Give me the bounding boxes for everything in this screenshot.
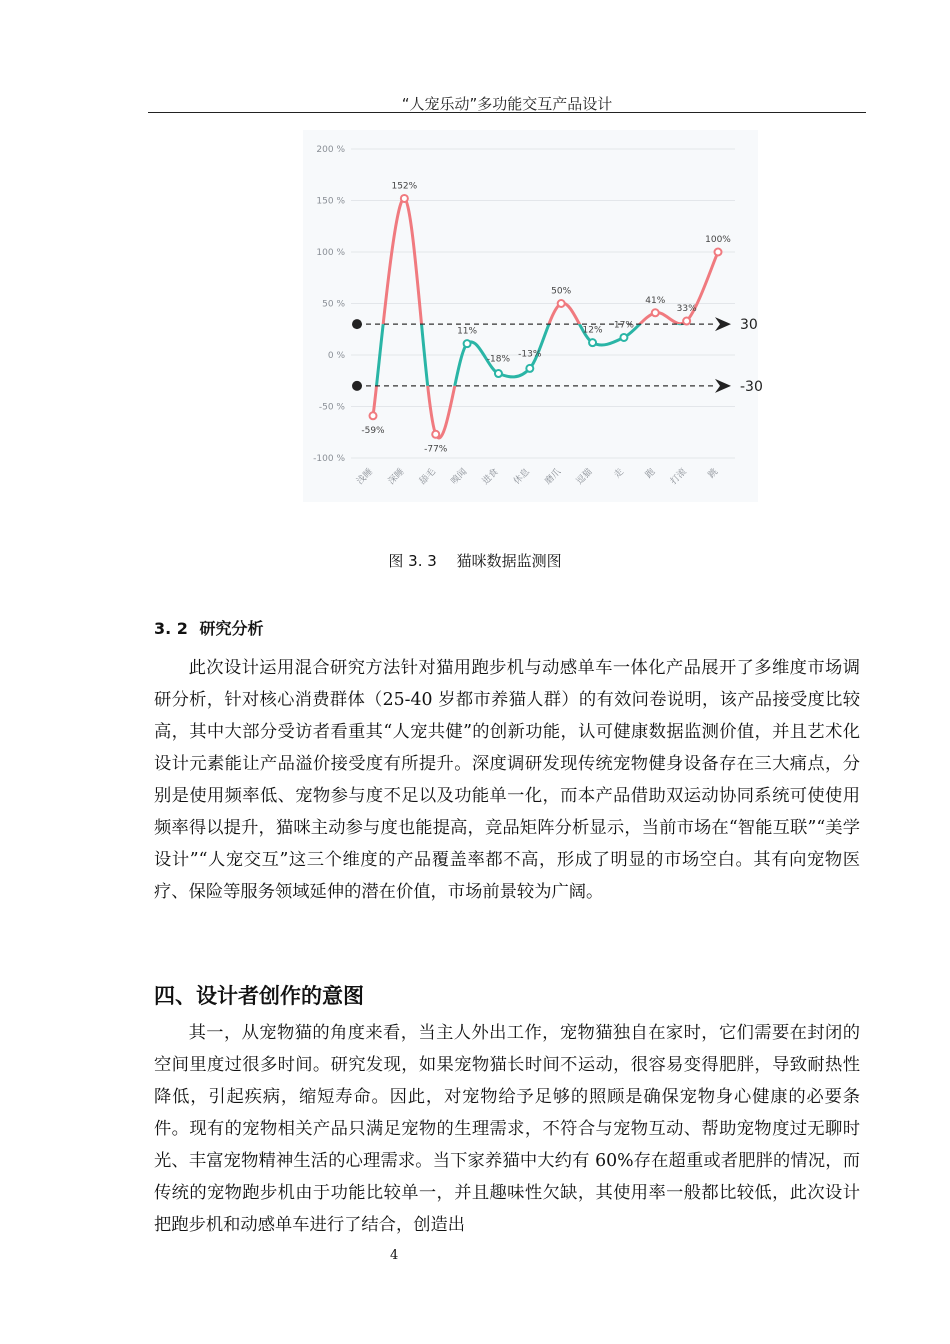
x-tick-label: 进食 <box>480 467 501 487</box>
cat-monitoring-chart <box>303 130 763 502</box>
data-label: -13% <box>518 349 542 360</box>
data-point <box>683 318 690 325</box>
x-tick-label: 深睡 <box>386 467 407 487</box>
section-title: 研究分析 <box>199 619 264 638</box>
data-label: 11% <box>457 326 478 337</box>
chapter-heading: 四、设计者创作的意图 <box>154 984 364 1008</box>
data-label: 17% <box>613 320 634 331</box>
y-tick-label: 0 % <box>327 351 345 361</box>
data-point <box>558 300 565 307</box>
y-tick-label: 100 % <box>316 248 345 258</box>
data-point <box>652 309 659 316</box>
data-point <box>401 195 408 202</box>
page-number: 4 <box>390 1248 399 1263</box>
section-heading <box>154 616 264 639</box>
data-label: -77% <box>424 444 448 455</box>
x-tick-label: 跳 <box>706 467 721 481</box>
data-label: 12% <box>582 325 603 336</box>
data-point <box>370 412 377 419</box>
x-tick-label: 跑 <box>643 467 658 481</box>
x-tick-label: 走 <box>612 467 627 481</box>
threshold-start-dot <box>352 381 362 391</box>
header-rule <box>148 112 866 113</box>
figure-caption: 图 3. 3 猫咪数据监测图 <box>388 552 562 570</box>
section-number: 3. 2 <box>154 619 188 638</box>
data-point <box>526 365 533 372</box>
y-tick-label: 150 % <box>316 196 345 207</box>
y-tick-label: 50 % <box>322 299 345 310</box>
paragraph-research-analysis: 此次设计运用混合研究方法针对猫用跑步机与动感单车一体化产品展开了多维度市场调研分析，针对核心消费群体（25-40 岁都市养猫人群）的有效问卷说明，该产品接受度比较高，其中大部分受访者看重其“人宠共健”的创新功能，认可健康数据监测价值，并且艺术化设计元素能让产品溢价接受度有所提升。深度调研发现传统宠物健身设备存在三大痛点，分别是使用频率低、宠物参与度不足以及功能单一化，而本产品借助双运动协同系统可使使用频率得以提升，猫咪主动参与度也能提高，竞品矩阵分析显示，当前市场在“智能互联”“美学设计”“人宠交互”这三个维度的产品覆盖率都不高，形成了明显的市场空白。其有向宠物医疗、保险等服务领域延伸的潜在价值，市场前景较为广阔。 <box>154 658 860 902</box>
paragraph-design-intent: 其一，从宠物猫的角度来看，当主人外出工作，宠物猫独自在家时，它们需要在封闭的空间里度过很多时间。研究发现，如果宠物猫长时间不运动，很容易变得肥胖，导致耐热性降低，引起疾病，缩短寿命。因此，对宠物给予足够的照顾是确保宠物身心健康的必要条件。现有的宠物相关产品只满足宠物的生理需求，不符合与宠物互动、帮助宠物度过无聊时光、丰富宠物精神生活的心理需求。当下家养猫中大约有 60%存在超重或者肥胖的情况，而传统的宠物跑步机由于功能比较单一，并且趣味性欠缺，其使用率一般都比较低，此次设计把跑步机和动感单车进行了结合，创造出 <box>154 1023 860 1235</box>
data-label: 33% <box>676 304 697 315</box>
data-label: -18% <box>486 354 511 365</box>
x-tick-label: 嗅闻 <box>449 467 470 487</box>
x-tick-label: 休息 <box>512 467 532 487</box>
data-label: 41% <box>645 295 666 306</box>
data-point <box>715 249 722 256</box>
data-point <box>432 431 439 438</box>
data-label: 50% <box>551 286 572 297</box>
data-point <box>464 340 471 347</box>
x-tick-label: 舔毛 <box>418 467 438 487</box>
x-tick-label: 逗猫 <box>574 467 595 487</box>
data-label: -59% <box>361 425 385 436</box>
x-tick-label: 浅睡 <box>355 467 376 487</box>
y-tick-label: -100 % <box>313 454 345 464</box>
data-point <box>589 339 596 346</box>
x-tick-label: 磨爪 <box>543 467 564 487</box>
x-tick-label: 打滚 <box>668 467 689 487</box>
y-tick-label: 200 % <box>316 145 345 155</box>
data-point <box>495 370 502 377</box>
threshold-label: -30 <box>740 378 763 395</box>
data-label: 100% <box>705 235 731 245</box>
threshold-start-dot <box>352 319 362 329</box>
y-tick-label: -50 % <box>318 402 345 413</box>
data-point <box>620 334 627 341</box>
page-header: “人宠乐动”多功能交互产品设计 <box>401 95 613 113</box>
threshold-label: 30 <box>740 317 758 334</box>
chart-svg <box>303 130 763 502</box>
data-label: 152% <box>391 181 418 192</box>
